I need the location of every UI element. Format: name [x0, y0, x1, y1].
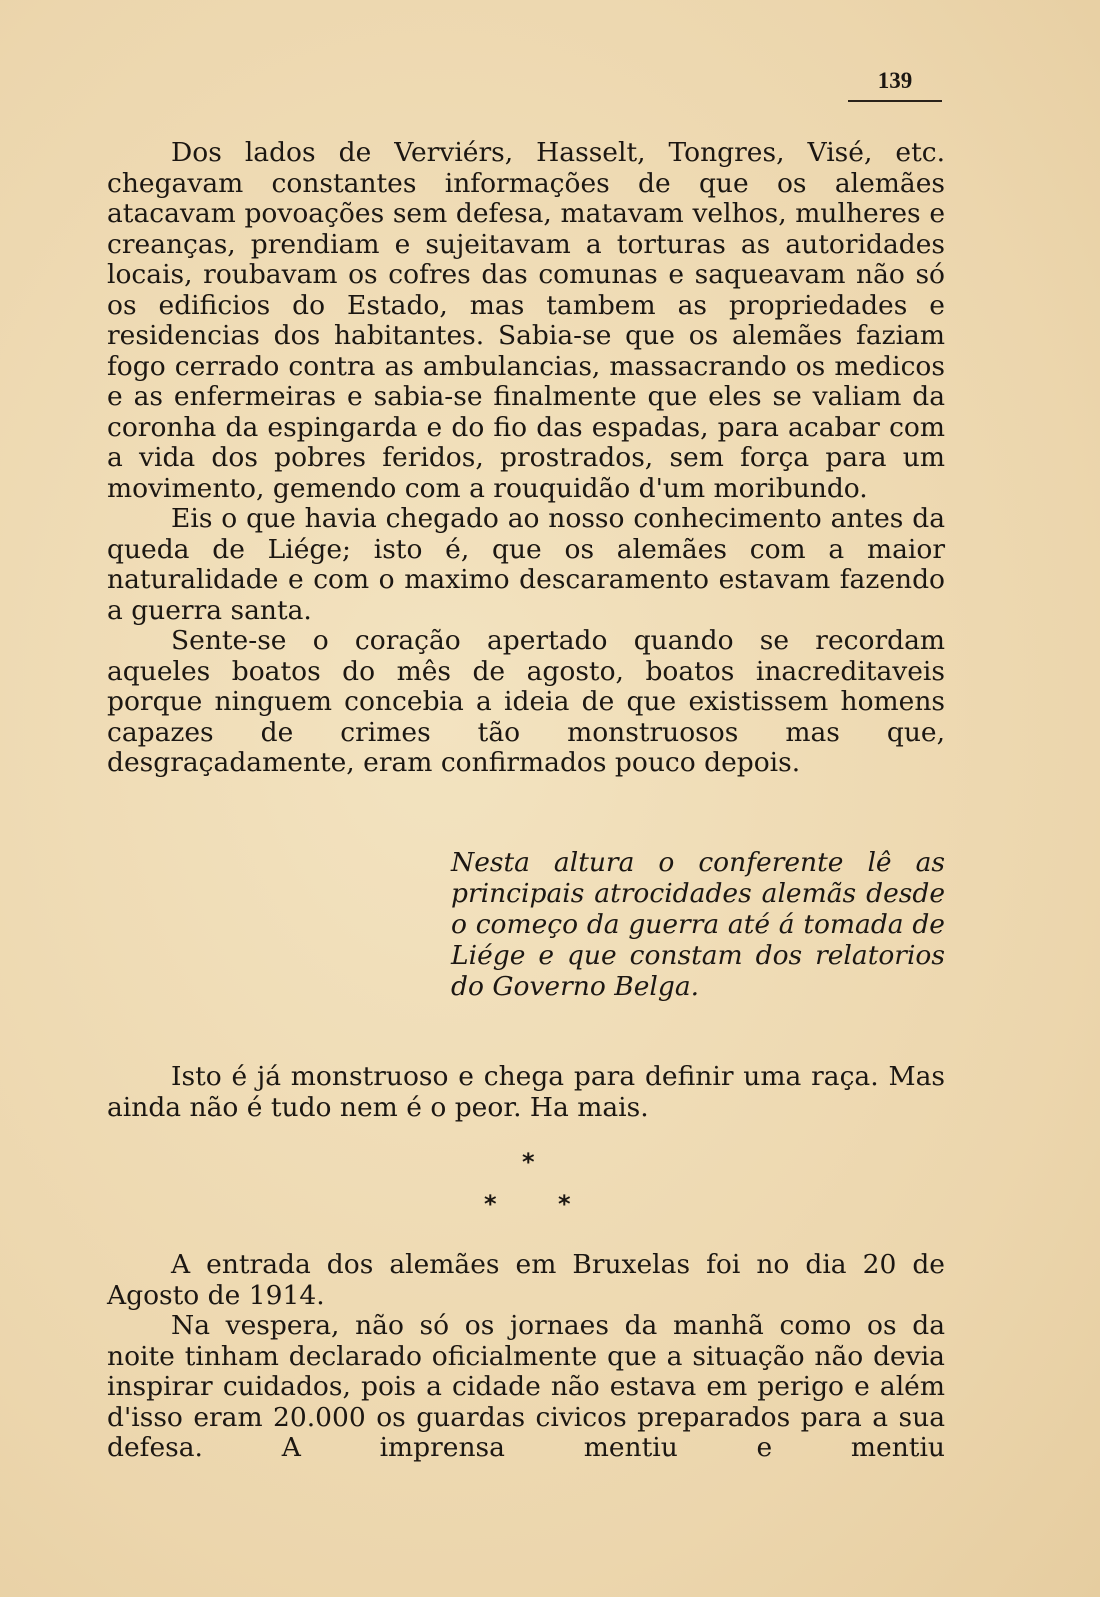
asterisk: *	[522, 1148, 535, 1176]
italic-quote: Nesta altura o conferente lê as principais atrocidades alemãs desde o começo da guerra até á tomada de Liége e que constam dos relatorios do Governo Belga.	[451, 847, 945, 1002]
paragraph: A entrada dos alemães em Bruxelas foi no dia 20 de Agosto de 1914.	[107, 1249, 945, 1311]
after-quote-text-block	[107, 1062, 945, 1123]
main-text-block	[107, 138, 945, 779]
paragraph: Dos lados de Verviérs, Hasselt, Tongres, Visé, etc. chegavam constantes informações de que os alemães atacavam povoações sem defesa, matavam velhos, mulheres e creanças, prendiam e sujeitavam a torturas as autoridades locais, roubavam os cofres das comunas e saqueavam não só os edificios do Estado, mas tambem as propriedades e residencias dos habitantes. Sabia-se que os alemães faziam fogo cerrado contra as ambulancias, massacrando os medicos e as enfermeiras e sabia-se finalmente que eles se valiam da coronha da espingarda e do fio das espadas, para acabar com a vida dos pobres feridos, prostrados, sem força para um movimento, gemendo com a rouquidão d'um moribundo.	[107, 137, 945, 504]
asterisk: *	[558, 1190, 571, 1218]
last-text-block	[107, 1250, 945, 1464]
page-number: 139	[877, 68, 913, 93]
paragraph: Sente-se o coração apertado quando se recordam aqueles boatos do mês de agosto, boatos inacreditaveis porque ninguem concebia a ideia de que existissem homens capazes de crimes tão monstruosos mas que, desgraçadamente, eram confirmados pouco depois.	[107, 625, 945, 778]
paragraph: Eis o que havia chegado ao nosso conhecimento antes da queda de Liége; isto é, que os alemães com a maior naturalidade e com o maximo descaramento estavam fazendo a guerra santa.	[107, 503, 945, 626]
asterisk: *	[484, 1190, 497, 1218]
paragraph: Isto é já monstruoso e chega para definir uma raça. Mas ainda não é tudo nem é o peor. Ha mais.	[107, 1061, 945, 1123]
page-number-rule	[848, 100, 942, 102]
paragraph: Na vespera, não só os jornaes da manhã como os da noite tinham declarado oficialmente que a situação não devia inspirar cuidados, pois a cidade não estava em perigo e além d'isso eram 20.000 os guardas civicos preparados para a sua defesa. A imprensa mentiu e mentiu	[107, 1310, 945, 1463]
asterism-separator	[470, 1148, 630, 1228]
